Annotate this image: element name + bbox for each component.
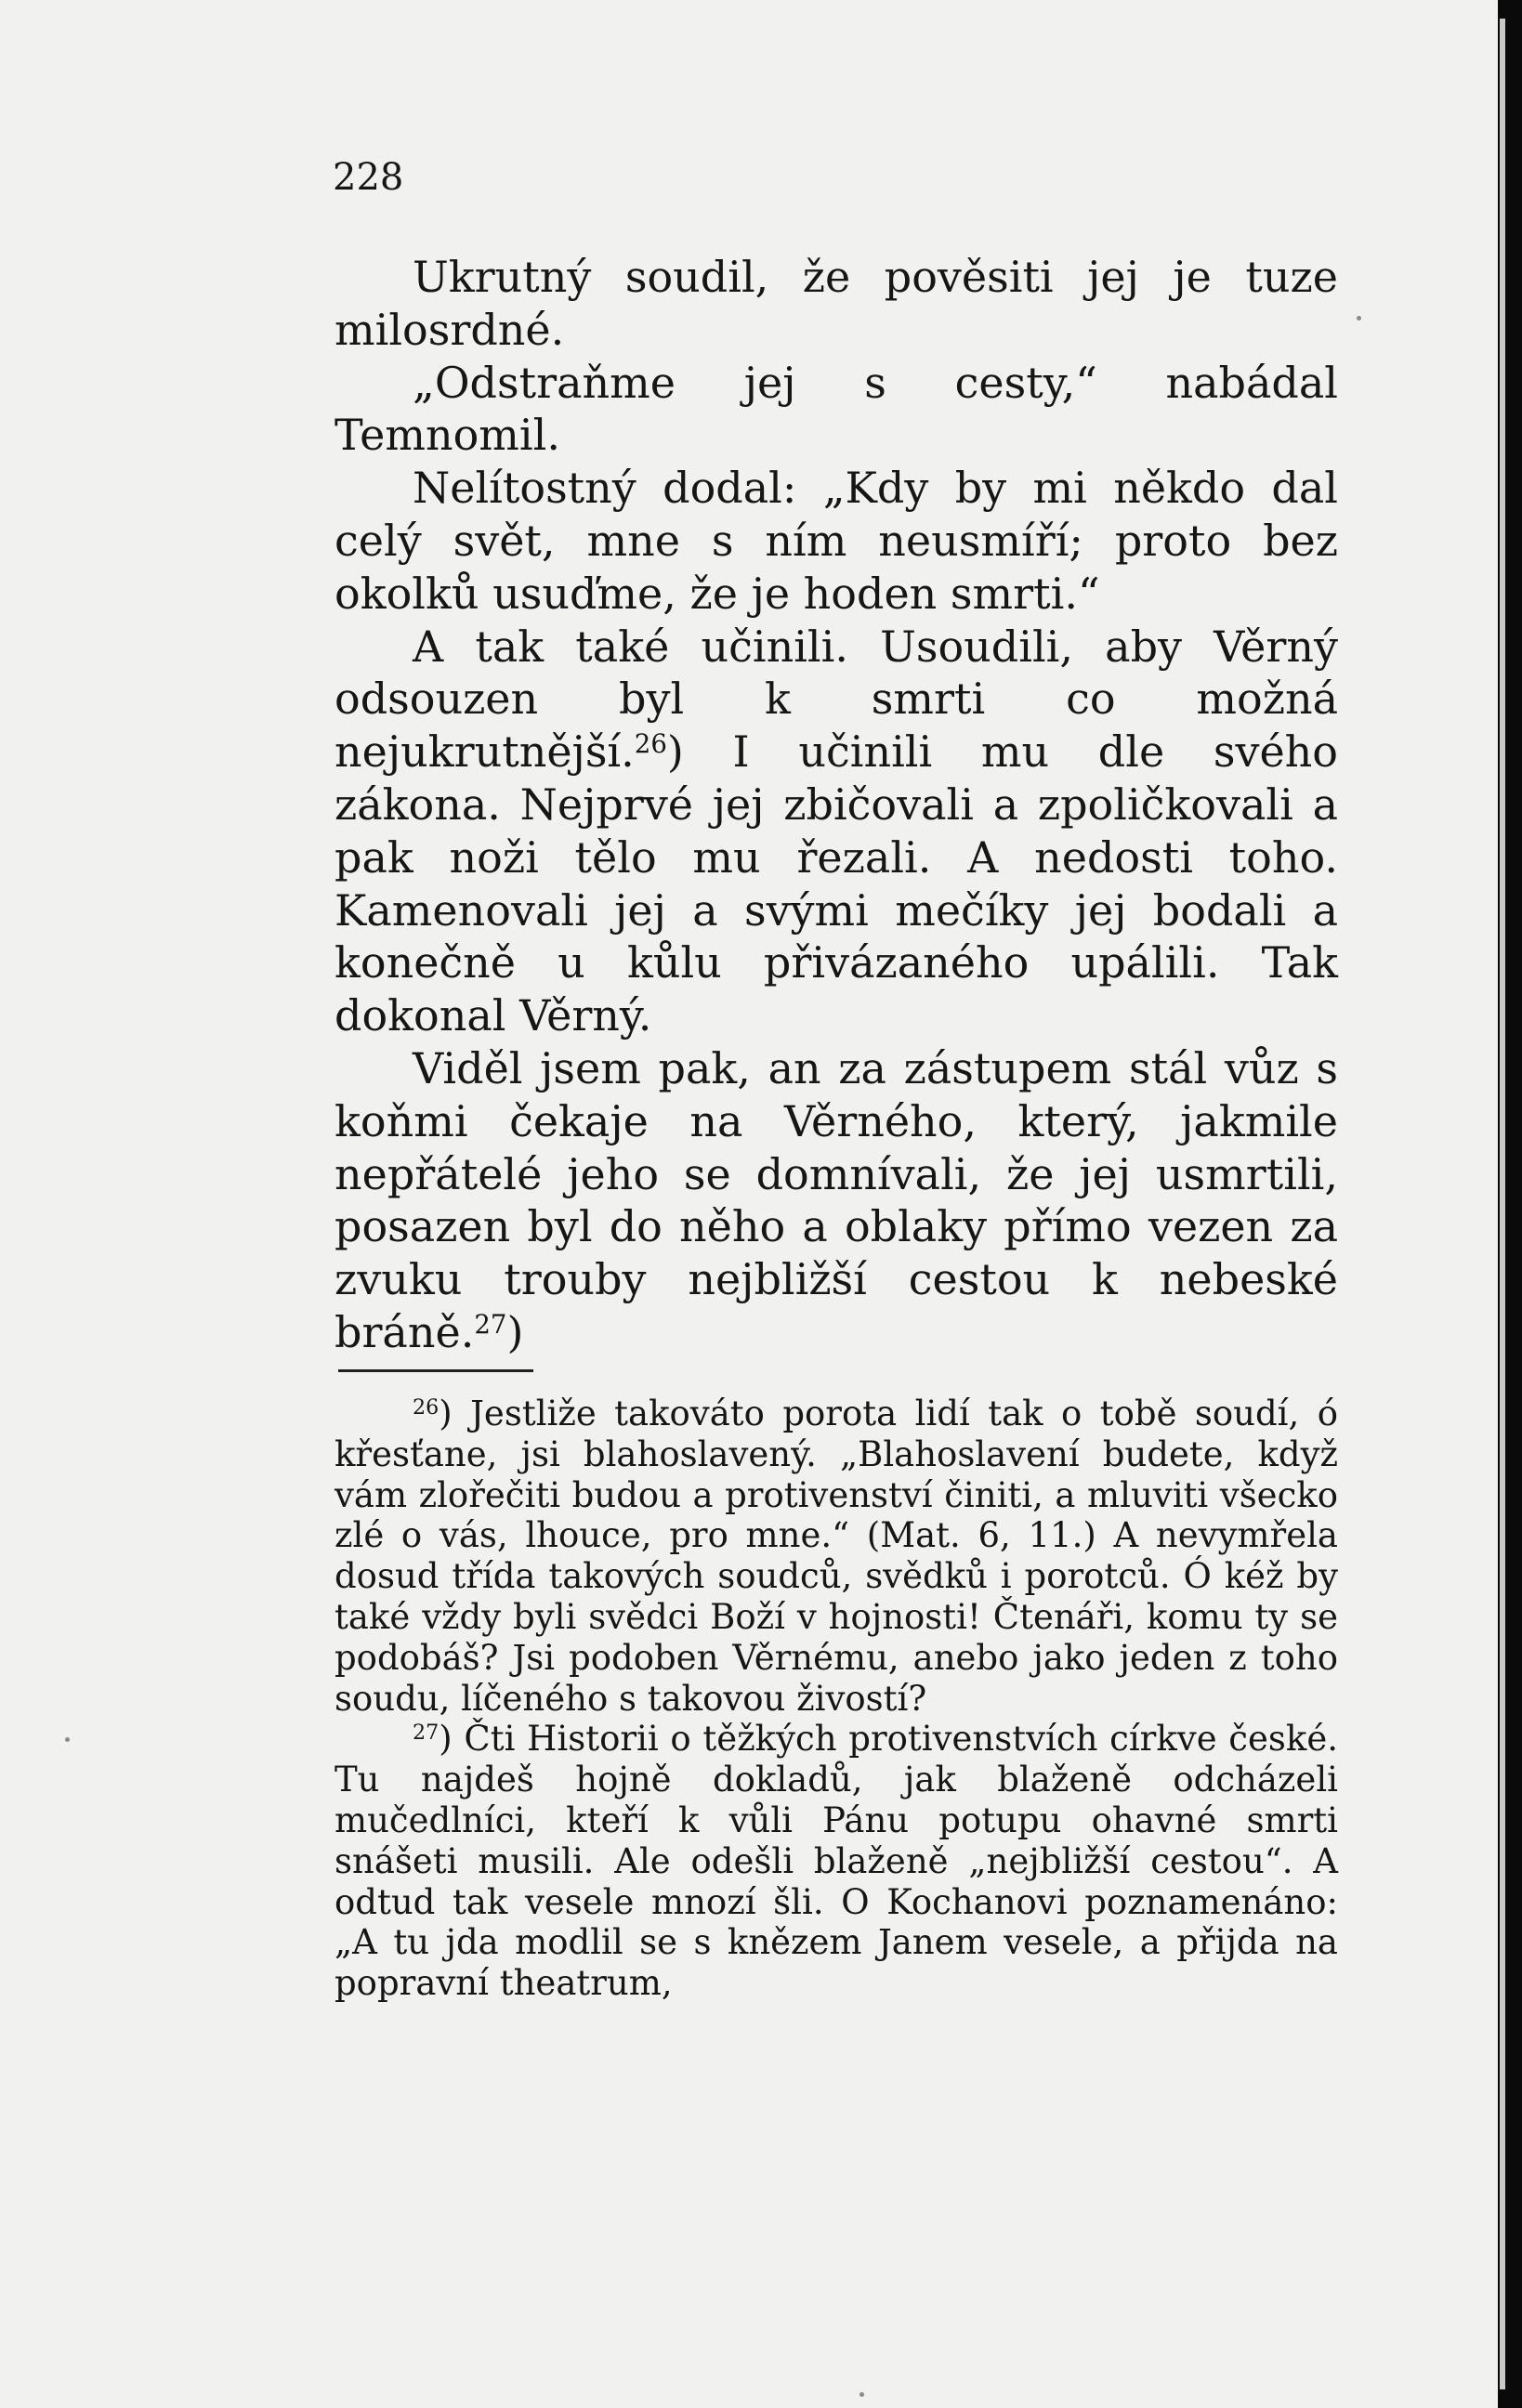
footnote-text: ) Jestliže takováto porota lidí tak o tobě soudí, ó křesťane, jsi blahoslavený. „Blahoslavení budete, když vám zlořečiti budou a protivenství činiti, a mluviti všecko zlé o vás, lhouce, pro mne.“ (Mat. 6, 11.) A nevymřela dosud třída takových soudců, svědků i porotců. Ó kéž by také vždy byli svědci Boží v hojnosti! Čtenáři, komu ty se podobáš? Jsi podoben Věrnému, anebo jako jeden z toho soudu, líčeného s takovou živostí?	[335, 1394, 1338, 1719]
footnote-reference: 26	[634, 728, 667, 759]
scan-edge	[1498, 0, 1522, 2408]
page-number: 228	[333, 156, 404, 199]
paragraph	[335, 621, 1338, 1042]
paper-speck	[65, 1737, 70, 1742]
paragraph: „Odstraňme jej s cesty,“ nabádal Temnomil.	[335, 357, 1338, 461]
footnote-number: 27	[413, 1721, 440, 1746]
footnote-divider	[338, 1369, 533, 1372]
paragraph-text: A tak také učinili. Usoudili, aby Věrný odsouzen byl k smrti co možná nejukrutnější.	[335, 621, 1338, 778]
footnote-reference: 27	[474, 1308, 507, 1340]
paragraph: Nelítostný dodal: „Kdy by mi někdo dal celý svět, mne s ním neusmíří; proto bez okolků usuďme, že je hoden smrti.“	[335, 463, 1338, 619]
paragraph	[335, 1042, 1338, 1359]
main-text	[335, 251, 1338, 1359]
footnotes	[335, 1394, 1338, 2004]
footnote-number: 26	[413, 1394, 440, 1420]
paragraph-text: ) I učinili mu dle svého zákona. Nejprvé jej zbičovali a zpoličkovali a pak noži tělo mu řezali. A nedosti toho. Kamenovali jej a svými mečíky jej bodali a konečně u kůlu přivázaného upálili. Tak dokonal Věrný.	[335, 726, 1338, 1041]
paragraph: Ukrutný soudil, že pověsiti jej je tuze milosrdné.	[335, 252, 1338, 355]
paper-speck	[859, 2392, 864, 2397]
footnote	[335, 1719, 1338, 2004]
paragraph-text: Viděl jsem pak, an za zástupem stál vůz s koňmi čekaje na Věrného, který, jakmile nepřátelé jeho se domnívali, že jej usmrtili, posazen byl do něho a oblaky přímo vezen za zvuku trouby nejbližší cestou k nebeské bráně.	[335, 1042, 1338, 1357]
footnote	[335, 1394, 1338, 1719]
paragraph-text: )	[506, 1306, 524, 1357]
paper-speck	[1357, 316, 1361, 321]
footnote-text: ) Čti Historii o těžkých protivenstvích církve české. Tu najdeš hojně dokladů, jak blaženě odcházeli mučedlníci, kteří k vůli Pánu potupu ohavné smrti snášeti musili. Ale odešli blaženě „nejbližší cestou“. A odtud tak vesele mnozí šli. O Kochanovi poznamenáno: „A tu jda modlil se s knězem Janem vesele, a přijda na popravní theatrum,	[335, 1719, 1338, 2004]
